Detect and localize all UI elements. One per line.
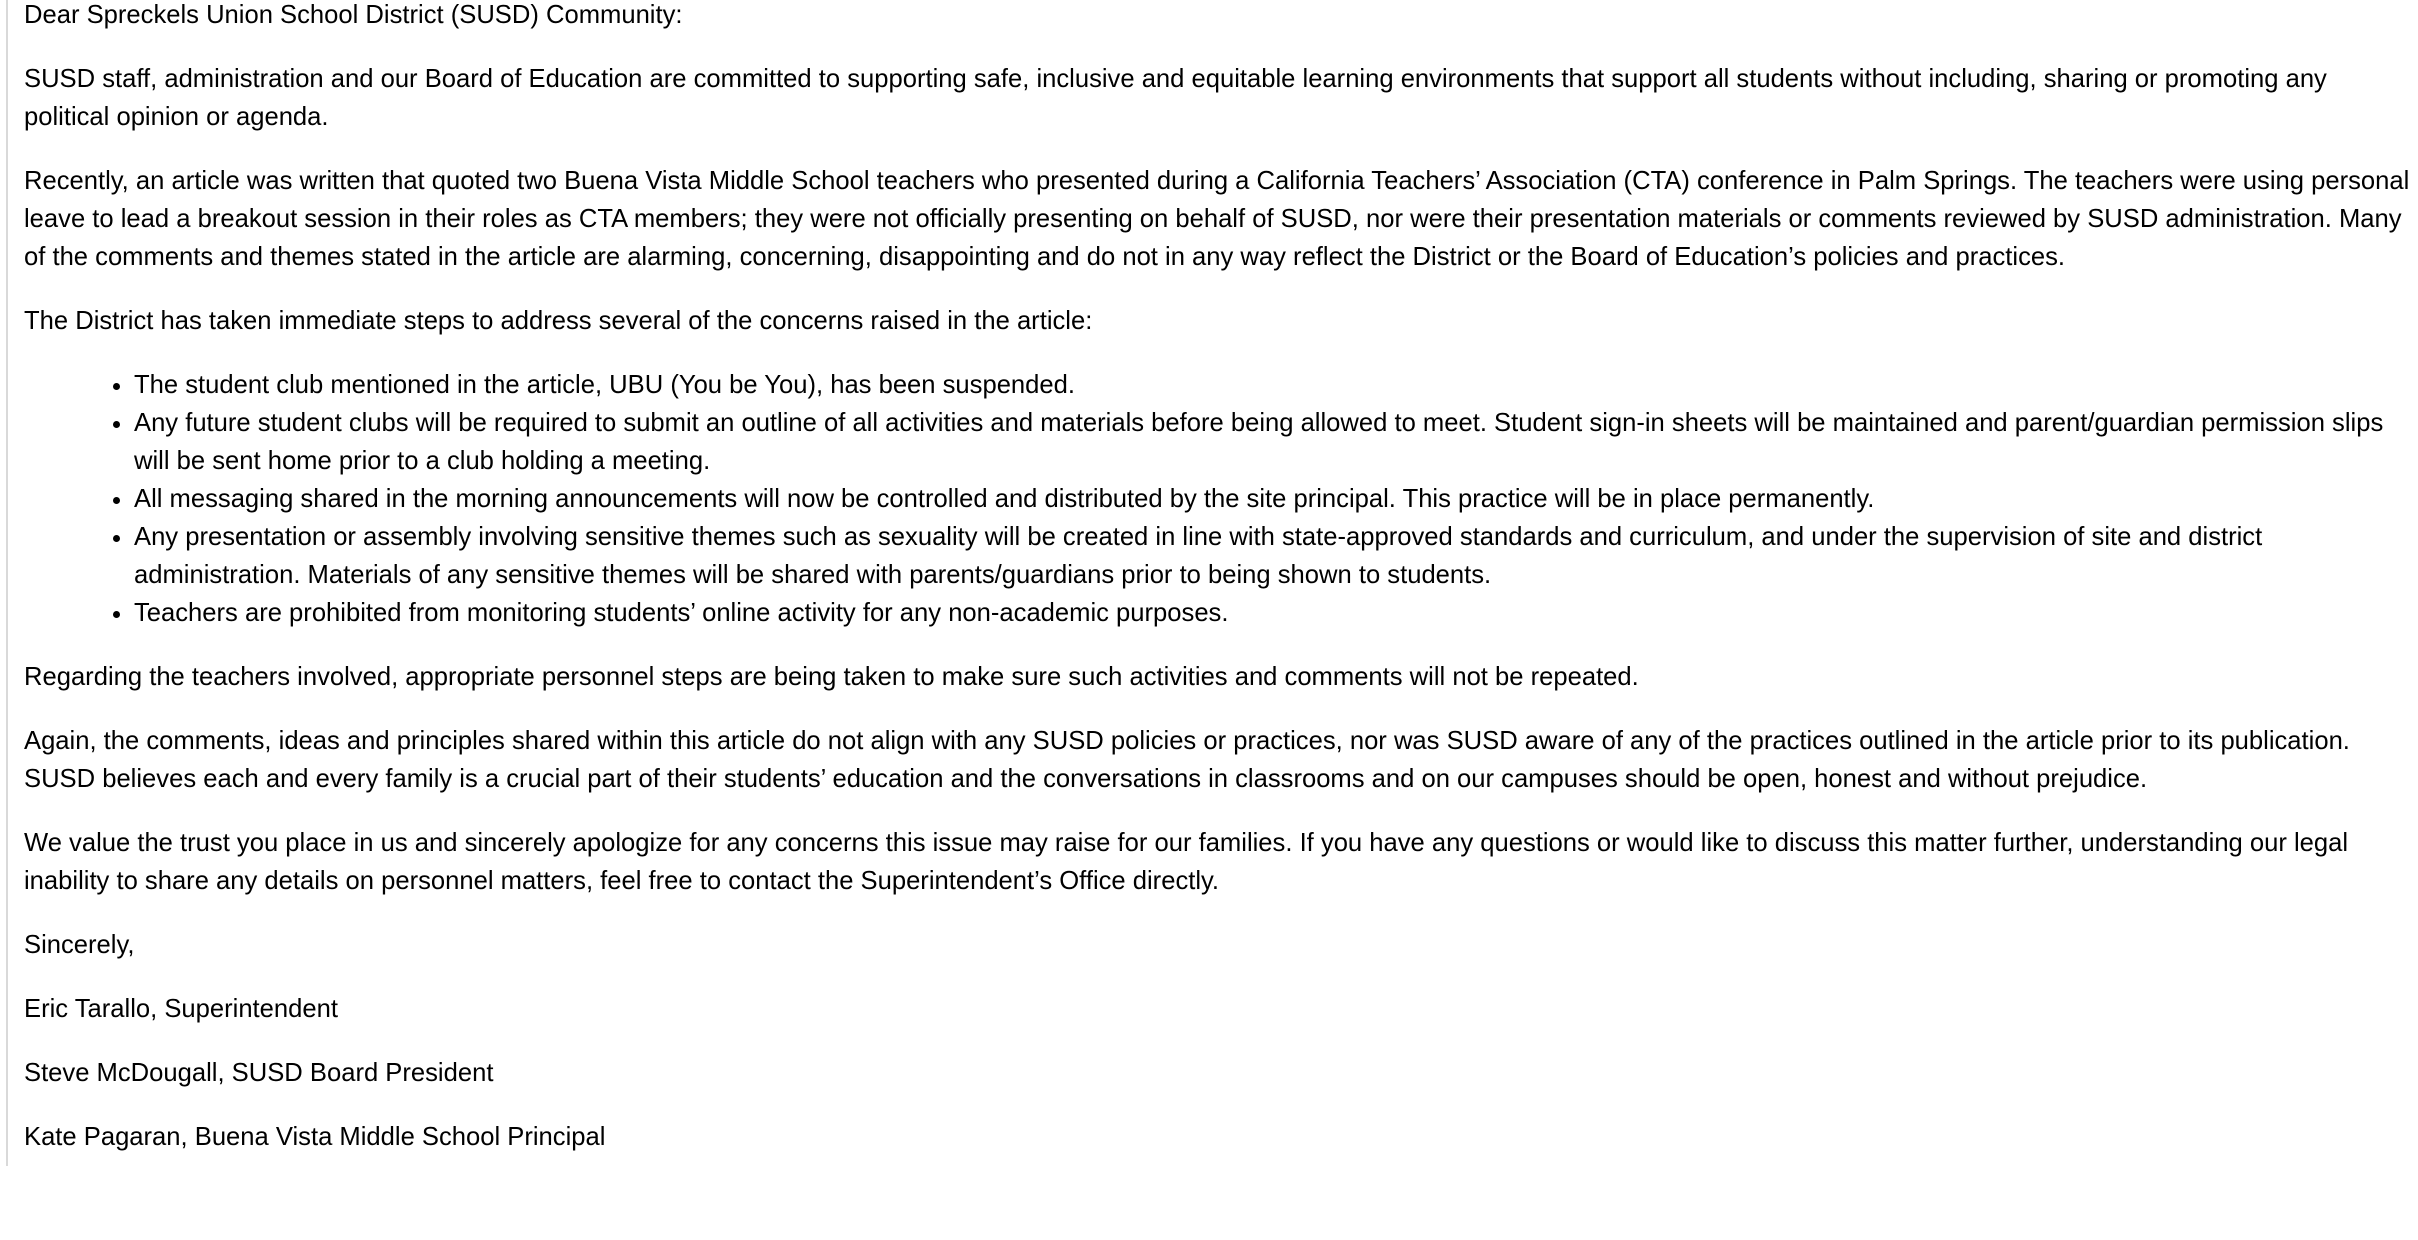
list-item: • Any future student clubs will be required to submit an outline of all activities and materials before being allowed to meet. Student sign-in sheets will be maintained and parent/guardian permission slips will be sent home prior to a club holding a meeting. bbox=[134, 404, 2418, 480]
sign-off: Sincerely, bbox=[24, 931, 135, 959]
signatory-board-president: Steve McDougall, SUSD Board President bbox=[24, 1059, 494, 1087]
personnel-paragraph: Regarding the teachers involved, appropriate personnel steps are being taken to make sure such activities and comments will not be repeated. bbox=[24, 663, 1639, 691]
apology-paragraph: We value the trust you place in us and sincerely apologize for any concerns this issue may raise for our families. If you have any questions or would like to discuss this matter further, understanding our legal inability to share any details on personnel matters, feel free to contact the Superintendent’s Office directly. bbox=[24, 829, 2349, 895]
commitment-paragraph: SUSD staff, administration and our Board of Education are committed to supporting safe, inclusive and equitable learning environments that support all students without including, sharing or promoting any political opinion or agenda. bbox=[24, 65, 2327, 131]
greeting: Dear Spreckels Union School District (SUSD) Community: bbox=[24, 1, 683, 29]
signatory-superintendent: Eric Tarallo, Superintendent bbox=[24, 995, 338, 1023]
steps-list bbox=[24, 366, 2418, 632]
letter-body bbox=[6, 0, 2418, 1166]
article-context-paragraph: Recently, an article was written that quoted two Buena Vista Middle School teachers who presented during a California Teachers’ Association (CTA) conference in Palm Springs. The teachers were using personal leave to lead a breakout session in their roles as CTA members; they were not officially presenting on behalf of SUSD, nor were their presentation materials or comments reviewed by SUSD administration. Many of the comments and themes stated in the article are alarming, concerning, disappointing and do not in any way reflect the District or the Board of Education’s policies and practices. bbox=[24, 167, 2410, 271]
list-item: • All messaging shared in the morning announcements will now be controlled and distributed by the site principal. This practice will be in place permanently. bbox=[134, 480, 2418, 518]
steps-intro-paragraph: The District has taken immediate steps to address several of the concerns raised in the article: bbox=[24, 307, 1093, 335]
list-item: • Teachers are prohibited from monitoring students’ online activity for any non-academic purposes. bbox=[134, 594, 2418, 632]
list-item: • The student club mentioned in the article, UBU (You be You), has been suspended. bbox=[134, 366, 2418, 404]
alignment-paragraph: Again, the comments, ideas and principles shared within this article do not align with any SUSD policies or practices, nor was SUSD aware of any of the practices outlined in the article prior to its publication. SUSD believes each and every family is a crucial part of their students’ education and the conversations in classrooms and on our campuses should be open, honest and without prejudice. bbox=[24, 727, 2350, 793]
list-item: • Any presentation or assembly involving sensitive themes such as sexuality will be created in line with state-approved standards and curriculum, and under the supervision of site and district administration. Materials of any sensitive themes will be shared with parents/guardians prior to being shown to students. bbox=[134, 518, 2418, 594]
signatory-principal: Kate Pagaran, Buena Vista Middle School Principal bbox=[24, 1123, 606, 1151]
